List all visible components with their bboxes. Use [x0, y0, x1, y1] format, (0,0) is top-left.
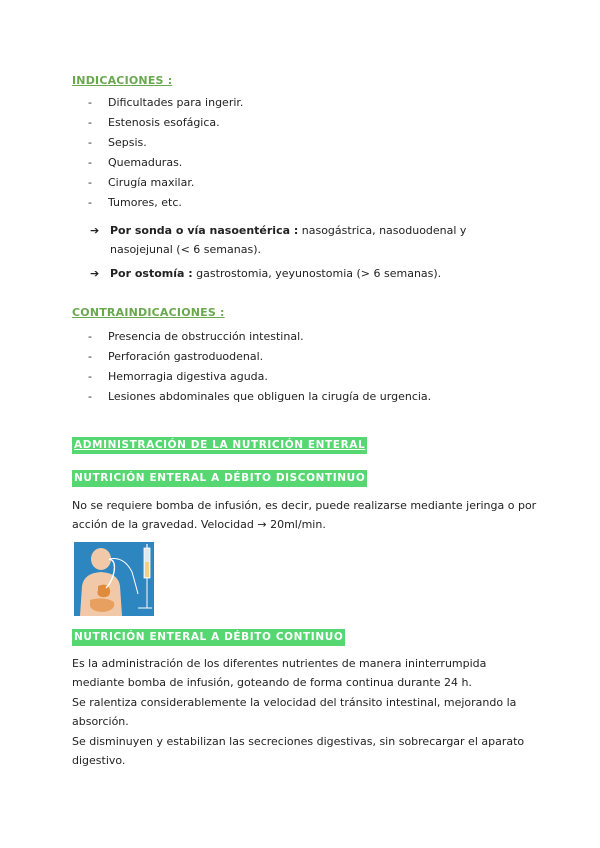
- continuo-heading: NUTRICIÓN ENTERAL A DÉBITO CONTINUO: [72, 629, 345, 646]
- discontinuo-heading: NUTRICIÓN ENTERAL A DÉBITO DISCONTINUO: [72, 470, 367, 487]
- list-item: - Dificultades para ingerir.: [88, 96, 244, 109]
- arrow-item-sonda: ➔ Por sonda o vía nasoentérica : nasogástrica, nasoduodenal y nasojejunal (< 6 semanas).: [90, 221, 530, 259]
- arrow-item-ostomia: ➔ Por ostomía : gastrostomia, yeyunostomia (> 6 semanas).: [90, 264, 530, 283]
- administracion-heading: ADMINISTRACIÓN DE LA NUTRICIÓN ENTERAL: [72, 437, 367, 454]
- continuo-paragraph-2: Se ralentiza considerablemente la velocidad del tránsito intestinal, mejorando la absorción.: [72, 696, 517, 728]
- indicaciones-list: [88, 93, 243, 213]
- list-item: - Lesiones abdominales que obliguen la cirugía de urgencia.: [88, 390, 432, 403]
- list-item: - Presencia de obstrucción intestinal.: [88, 330, 304, 343]
- list-item: - Hemorragia digestiva aguda.: [88, 370, 268, 383]
- list-item: - Sepsis.: [88, 136, 147, 149]
- enteral-feeding-illustration: [74, 542, 154, 616]
- contraindicaciones-list: [88, 327, 431, 407]
- contraindicaciones-heading: CONTRAINDICACIONES :: [72, 306, 225, 319]
- arrow-icon: ➔: [90, 224, 100, 237]
- list-item: - Estenosis esofágica.: [88, 116, 220, 129]
- list-item: - Cirugía maxilar.: [88, 176, 195, 189]
- list-item: - Perforación gastroduodenal.: [88, 350, 264, 363]
- list-item: - Tumores, etc.: [88, 196, 182, 209]
- discontinuo-paragraph: No se requiere bomba de infusión, es decir, puede realizarse mediante jeringa o por acción de la gravedad. Velocidad → 20ml/min.: [72, 499, 537, 531]
- list-item: - Quemaduras.: [88, 156, 183, 169]
- continuo-paragraph-1: Es la administración de los diferentes nutrientes de manera ininterrumpida mediante bomba de infusión, goteando de forma continua durante 24 h.: [72, 657, 487, 689]
- arrow-icon: ➔: [90, 267, 100, 280]
- indicaciones-heading: INDICACIONES :: [72, 74, 173, 87]
- continuo-paragraph-3: Se disminuyen y estabilizan las secreciones digestivas, sin sobrecargar el aparato digestivo.: [72, 735, 525, 767]
